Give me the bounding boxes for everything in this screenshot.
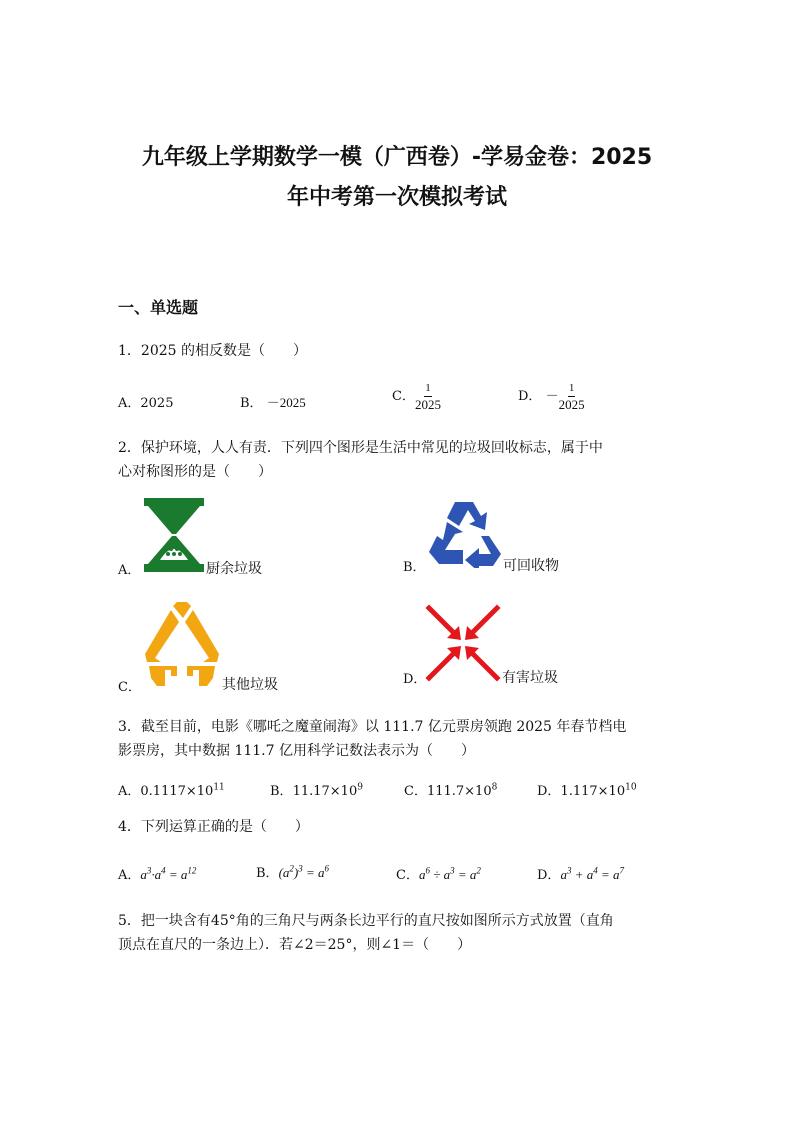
question-1-stem: 1．2025 的相反数是（ ） [118, 343, 307, 359]
q2-option-c-prefix: C． [118, 680, 141, 695]
doc-title-line-2: 年中考第一次模拟考试 [286, 185, 507, 210]
recycle-icon [425, 496, 503, 568]
q4-option-d: D．$a^3 + a^4 = a^7$ [537, 865, 624, 883]
section-heading: 一、单选题 [118, 298, 199, 317]
other-waste-icon [143, 600, 221, 688]
hazardous-waste-icon [425, 604, 501, 682]
kitchen-waste-icon [142, 496, 206, 574]
q1-c-fraction: $\frac{1}{2025}$ [414, 382, 441, 412]
q2-option-c-label: 其他垃圾 [222, 677, 278, 693]
q2-option-d-label: 有害垃圾 [502, 670, 558, 686]
q3-option-b: B．$11.17\times 10^9$ [270, 782, 363, 799]
question-2-stem-line-2: 心对称图形的是（ ） [118, 464, 272, 480]
q3-option-a: A．$0.1117\times 10^{11}$ [118, 782, 225, 799]
q4-option-c: C．$a^6 \div a^3 = a^2$ [396, 865, 481, 883]
question-3-stem-line-1: 3．截至目前，电影《哪吒之魔童闹海》以 111.7 亿元票房领跑 2025 年春节档电 [118, 719, 627, 735]
q2-option-b-label: 可回收物 [503, 558, 559, 574]
q2-option-b-prefix: B． [403, 560, 426, 575]
q2-option-a-prefix: A． [118, 563, 141, 578]
question-5-stem-line-2: 顶点在直尺的一条边上）．若∠2＝25°，则∠1＝（ ） [118, 937, 472, 953]
q4-option-a: A．$a^3\cdot a^4 = a^{12}$ [118, 865, 197, 883]
q2-option-a-label: 厨余垃圾 [206, 561, 262, 577]
question-2-stem-line-1: 2．保护环境，人人有责．下列四个图形是生活中常见的垃圾回收标志，属于中 [118, 440, 603, 456]
question-3-stem-line-2: 影票房，其中数据 111.7 亿用科学记数法表示为（ ） [118, 743, 475, 759]
q1-d-fraction: $\frac{1}{2025}$ [558, 382, 585, 412]
question-5-stem-line-1: 5．把一块含有45°角的三角尺与两条长边平行的直尺按如图所示方式放置（直角 [118, 913, 614, 929]
question-4-stem: 4．下列运算正确的是（ ） [118, 819, 309, 835]
doc-title-line-1: 九年级上学期数学一模（广西卷）-学易金卷：2025 [141, 145, 653, 170]
q3-option-d: D．$1.117\times 10^{10}$ [537, 782, 637, 799]
q4-option-b: B．$(a^2)^3 = a^6$ [256, 863, 330, 881]
q1-option-c: C． $\frac{1}{2025}$ [392, 382, 441, 412]
q1-option-b: B． －2025 [240, 395, 306, 411]
q1-option-a: A．2025 [118, 396, 174, 411]
q3-option-c: C．$111.7\times 10^8$ [404, 782, 498, 799]
q1-option-d: D． － $\frac{1}{2025}$ [518, 382, 585, 412]
q2-option-d-prefix: D． [403, 672, 427, 687]
